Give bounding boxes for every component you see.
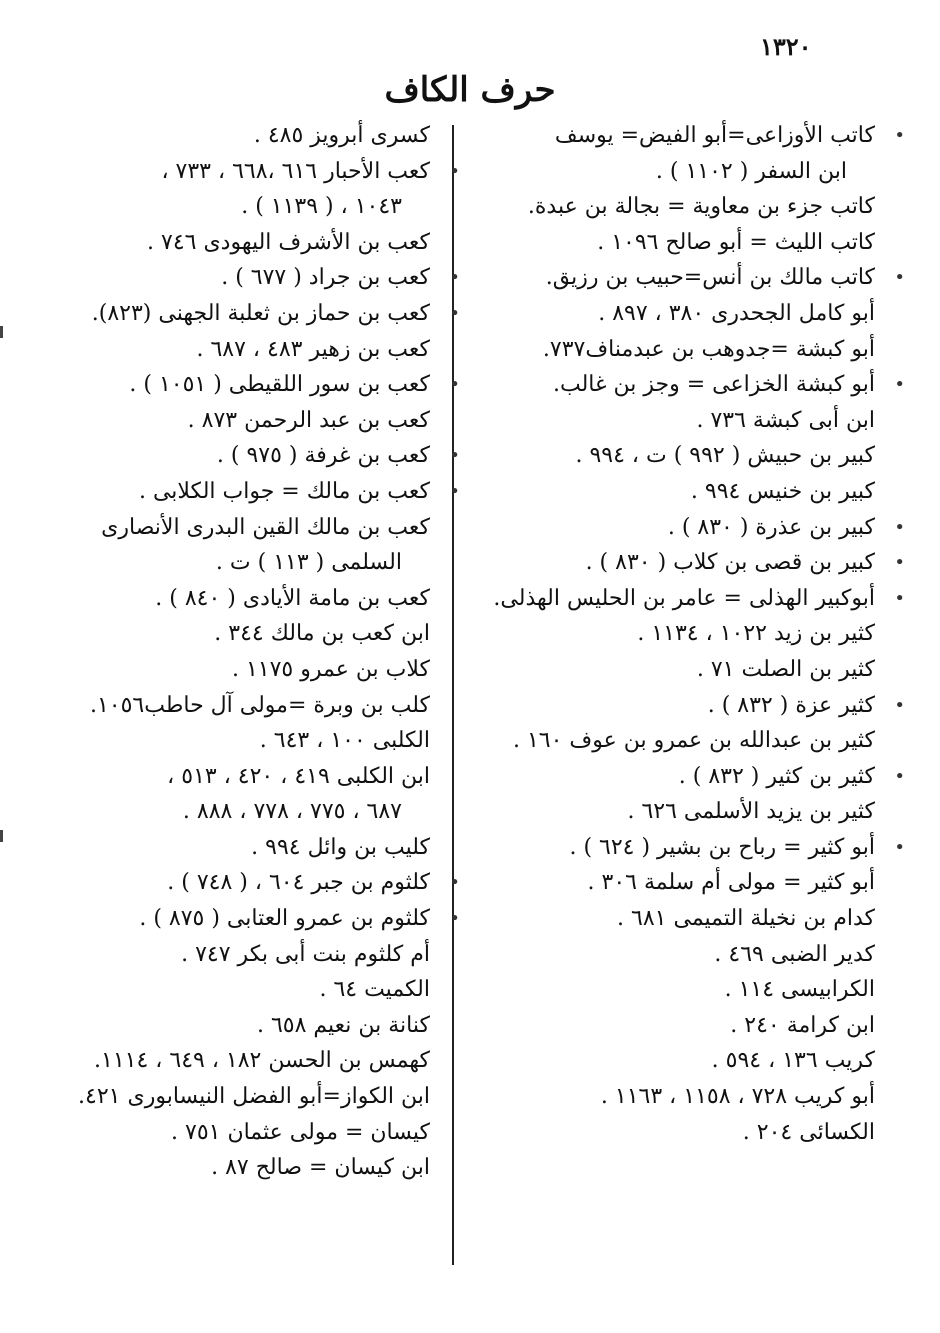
index-entry — [465, 510, 875, 546]
index-entry — [85, 759, 430, 830]
index-entry — [465, 794, 875, 830]
entry-text: كثير بن الصلت ٧١ . — [696, 656, 875, 682]
index-entry — [465, 723, 875, 759]
index-entry — [465, 1079, 875, 1115]
index-entry — [465, 830, 875, 866]
index-entry — [85, 652, 430, 688]
index-entry — [465, 581, 875, 617]
entry-text: • كبير بن قصى بن كلاب ( ٨٣٠ ) . — [585, 550, 875, 576]
entry-text: أبو كريب ٧٢٨ ، ١١٥٨ ، ١١٦٣ . — [600, 1084, 875, 1110]
index-entry — [85, 688, 430, 724]
entry-text: ابن كرامة ٢٤٠ . — [730, 1012, 875, 1038]
index-entry — [465, 403, 875, 439]
entry-text: • أبو كثير = رباح بن بشير ( ٦٢٤ ) . — [569, 834, 875, 860]
margin-mark — [0, 830, 3, 842]
index-entry — [85, 1150, 430, 1186]
index-entry — [85, 332, 430, 368]
index-entry — [85, 225, 430, 261]
page-title: حرف الكاف — [384, 70, 556, 110]
entry-text: • كاتب مالك بن أنس=حبيب بن رزيق. — [545, 265, 875, 291]
index-entry — [85, 438, 430, 474]
index-entry — [85, 972, 430, 1008]
index-entry — [85, 1008, 430, 1044]
index-entry — [85, 510, 430, 581]
entry-text: كثير بن عبدالله بن عمرو بن عوف ١٦٠ . — [512, 728, 875, 754]
index-entry — [465, 474, 875, 510]
index-entry — [465, 865, 875, 901]
entry-text: أبو كامل الجحدرى ٣٨٠ ، ٨٩٧ . — [598, 300, 875, 326]
index-entry — [465, 937, 875, 973]
entry-text: • كثير عزة ( ٨٣٢ ) . — [707, 692, 875, 718]
index-entry — [465, 118, 875, 189]
entry-text: أم كلثوم بنت أبى بكر ٧٤٧ . — [181, 941, 430, 967]
index-column-left — [78, 118, 430, 1186]
index-entry — [465, 260, 875, 296]
index-entry — [465, 616, 875, 652]
entry-text: كثير بن يزيد الأسلمى ٦٢٦ . — [627, 799, 875, 825]
index-entry — [465, 1115, 875, 1151]
entry-text: كبير بن خنيس ٩٩٤ . — [690, 478, 875, 504]
entry-text: كعب بن زهير ٤٨٣ ، ٦٨٧ . — [196, 336, 430, 362]
entry-text: • كلثوم بن جبر ٦٠٤ ، ( ٧٤٨ ) . — [167, 870, 430, 896]
entry-text: الكرابيسى ١١٤ . — [724, 977, 875, 1003]
entry-text: كريب ١٣٦ ، ٥٩٤ . — [711, 1048, 875, 1074]
entry-text: أبو كثير = مولى أم سلمة ٣٠٦ . — [587, 870, 875, 896]
index-entry — [465, 688, 875, 724]
entry-text: كعب بن عبد الرحمن ٨٧٣ . — [187, 407, 430, 433]
entry-text: كعب بن الأشرف اليهودى ٧٤٦ . — [147, 229, 430, 255]
index-entry — [465, 545, 875, 581]
index-entry — [85, 830, 430, 866]
entry-text: كدير الضبى ٤٦٩ . — [714, 941, 875, 967]
index-entry — [465, 972, 875, 1008]
entry-text: كثير بن زيد ١٠٢٢ ، ١١٣٤ . — [637, 621, 875, 647]
entry-text: • كلثوم بن عمرو العتابى ( ٨٧٥ ) . — [139, 906, 430, 932]
entry-text: كبير بن حبيش ( ٩٩٢ ) ت ، ٩٩٤ . — [575, 443, 875, 469]
index-entry — [78, 1079, 430, 1115]
entry-text: كاتب جزء بن معاوية = بجالة بن عبدة. — [527, 194, 875, 220]
entry-text: كاتب الليث = أبو صالح ١٠٩٦ . — [597, 229, 875, 255]
entry-text: كيسان = مولى عثمان ٧٥١ . — [171, 1119, 430, 1145]
index-entry — [85, 367, 430, 403]
margin-mark — [0, 326, 3, 338]
index-entry — [85, 296, 430, 332]
entry-text: • أبوكبير الهذلى = عامر بن الحليس الهذلى. — [493, 585, 875, 611]
index-entry — [85, 581, 430, 617]
entry-text: كعب بن مالك القين البدرى الأنصارى — [101, 514, 430, 540]
entry-text: • أبو كبشة الخزاعى = وجز بن غالب. — [553, 372, 875, 398]
index-entry — [465, 332, 875, 368]
entry-text: ابن كيسان = صالح ٨٧ . — [211, 1155, 430, 1181]
entry-text: ابن كعب بن مالك ٣٤٤ . — [214, 621, 430, 647]
index-column-right — [465, 118, 875, 1150]
index-entry — [85, 723, 430, 759]
entry-text: كسرى أبرويز ٤٨٥ . — [253, 123, 430, 148]
index-entry — [465, 652, 875, 688]
index-entry — [85, 1043, 430, 1079]
entry-text: ابن الكلبى ٤١٩ ، ٤٢٠ ، ٥١٣ ، — [167, 763, 430, 789]
entry-text: • كعب بن جراد ( ٦٧٧ ) . — [221, 265, 430, 291]
entry-continuation: السلمى ( ١١٣ ) ت . — [215, 550, 402, 576]
entry-text: • كبير بن عذرة ( ٨٣٠ ) . — [667, 514, 875, 540]
entry-continuation: ابن السفر ( ١١٠٢ ) . — [655, 158, 847, 184]
index-entry — [465, 759, 875, 795]
index-entry — [465, 189, 875, 225]
entry-text: كهمس بن الحسن ١٨٢ ، ٦٤٩ ، ١١١٤. — [94, 1048, 430, 1074]
entry-continuation: ١٠٤٣ ، ( ١١٣٩ ) . — [241, 194, 402, 220]
entry-text: كنانة بن نعيم ٦٥٨ . — [256, 1012, 430, 1038]
entry-text: • كعب الأحبار ٦١٦ ،٦٦٨ ، ٧٣٣ ، — [161, 158, 430, 184]
index-entry — [85, 403, 430, 439]
entry-text: أبو كبشة =جدوهب بن عبدمناف٧٣٧. — [542, 336, 875, 362]
page-number: ١٣٢٠ — [760, 32, 812, 61]
index-entry — [465, 367, 875, 403]
index-entry — [465, 438, 875, 474]
entry-text: كعب بن مامة الأيادى ( ٨٤٠ ) . — [155, 585, 430, 611]
entry-text: الكلبى ١٠٠ ، ٦٤٣ . — [259, 728, 430, 754]
entry-text: • كعب بن غرفة ( ٩٧٥ ) . — [216, 443, 430, 469]
index-entry — [465, 901, 875, 937]
entry-text: • كعب بن سور اللقيطى ( ١٠٥١ ) . — [129, 372, 430, 398]
index-entry — [85, 260, 430, 296]
index-entry — [465, 225, 875, 261]
index-entry — [465, 1043, 875, 1079]
entry-text: ابن الكواز=أبو الفضل النيسابورى ٤٢١. — [78, 1084, 430, 1110]
entry-text: كلب بن وبرة =مولى آل حاطب١٠٥٦. — [89, 692, 430, 718]
entry-text: • كعب بن حماز بن ثعلبة الجهنى (٨٢٣). — [91, 300, 430, 326]
entry-text: • كثير بن كثير ( ٨٣٢ ) . — [678, 763, 875, 789]
index-entry — [85, 154, 430, 225]
entry-text: الكسائى ٢٠٤ . — [742, 1119, 875, 1145]
index-entry — [85, 1115, 430, 1151]
index-entry — [85, 616, 430, 652]
entry-text: كلاب بن عمرو ١١٧٥ . — [231, 656, 430, 682]
entry-text: كليب بن وائل ٩٩٤ . — [251, 834, 430, 860]
entry-text: • كعب بن مالك = جواب الكلابى . — [138, 478, 430, 504]
index-entry — [465, 296, 875, 332]
entry-text: ابن أبى كبشة ٧٣٦ . — [696, 407, 875, 433]
index-entry — [85, 474, 430, 510]
entry-continuation: ٦٨٧ ، ٧٧٥ ، ٧٧٨ ، ٨٨٨ . — [182, 799, 402, 825]
entry-text: • كاتب الأوزاعى=أبو الفيض= يوسف — [554, 123, 875, 148]
entry-text: كدام بن نخيلة التميمى ٦٨١ . — [617, 906, 875, 932]
index-entry — [85, 118, 430, 154]
index-entry — [85, 901, 430, 937]
entry-text: الكميت ٦٤ . — [319, 977, 430, 1003]
index-entry — [85, 937, 430, 973]
index-entry — [465, 1008, 875, 1044]
index-entry — [85, 865, 430, 901]
